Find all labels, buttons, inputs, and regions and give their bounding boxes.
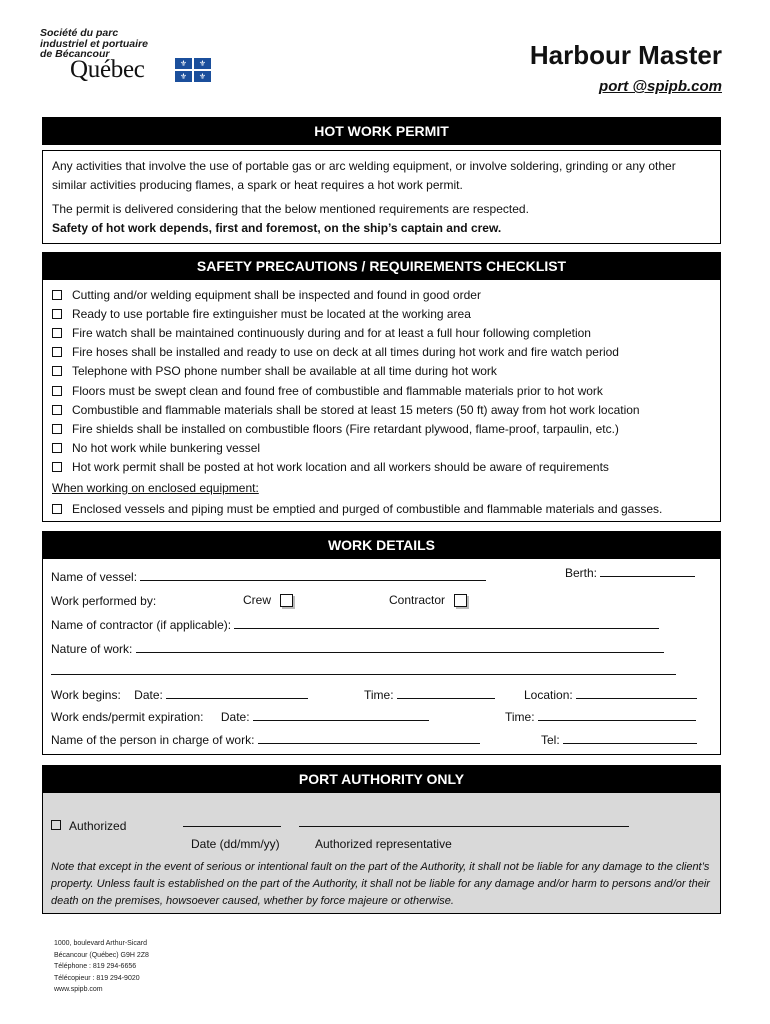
- checklist-item[interactable]: Fire shields shall be installed on combustible floors (Fire retardant plywood, flame-proof, tarpaulin, etc.): [52, 419, 711, 438]
- person-row: [51, 732, 480, 747]
- begins-date-field[interactable]: [166, 687, 308, 699]
- footer-line-1: 1000, boulevard Arthur-Sicard: [54, 940, 147, 947]
- ends-time-label: Time:: [505, 710, 535, 724]
- berth-row: [565, 565, 695, 580]
- permit-paragraph-3: Safety of hot work depends, first and foremost, on the ship’s captain and crew.: [52, 221, 502, 235]
- authorized-rep-field[interactable]: [299, 815, 629, 830]
- ends-time-field[interactable]: [538, 709, 696, 721]
- checklist-item[interactable]: Hot work permit shall be posted at hot work location and all workers should be aware of requirements: [52, 458, 711, 477]
- contractor-checkbox[interactable]: [454, 594, 467, 607]
- work-details-heading: WORK DETAILS: [42, 531, 721, 559]
- begins-date-label: Date:: [134, 688, 163, 702]
- checkbox-icon[interactable]: [52, 290, 62, 300]
- vessel-label: Name of vessel:: [51, 570, 138, 584]
- footer-line-4: Télécopieur : 819 294-9020: [54, 974, 140, 982]
- checkbox-icon[interactable]: [52, 405, 62, 415]
- checkbox-icon[interactable]: [52, 328, 62, 338]
- checklist-item[interactable]: Fire hoses shall be installed and ready to use on deck at all times during hot work and fire watch period: [52, 343, 711, 362]
- permit-intro-box: [42, 150, 721, 244]
- contractor-option[interactable]: [389, 593, 467, 607]
- contractor-name-field[interactable]: [234, 617, 659, 629]
- fleur-de-lis-icon: ⚜ ⚜ ⚜ ⚜: [175, 58, 211, 82]
- crew-label: Crew: [243, 593, 272, 607]
- permit-paragraph-1: Any activities that involve the use of portable gas or arc welding equipment, or involve soldering, grinding or any other similar activities producing flames, a spark or heat requires a hot work permit.: [52, 159, 676, 192]
- checklist-item[interactable]: No hot work while bunkering vessel: [52, 439, 711, 458]
- person-label: Name of the person in charge of work:: [51, 733, 255, 747]
- tel-row: [541, 732, 697, 747]
- logo: [40, 28, 230, 86]
- checkbox-icon[interactable]: [52, 347, 62, 357]
- org-name-line-1: Société du parc: [40, 27, 119, 39]
- work-ends-label: Work ends/permit expiration:: [51, 710, 204, 724]
- enclosed-equipment-heading: When working on enclosed equipment:: [52, 480, 259, 495]
- nature-field-2[interactable]: [51, 663, 676, 675]
- vessel-field[interactable]: [140, 569, 486, 581]
- harbour-master-title: Harbour Master: [529, 40, 722, 70]
- port-authority-heading: PORT AUTHORITY ONLY: [42, 765, 721, 793]
- checkbox-icon[interactable]: [51, 820, 61, 830]
- footer-address: [54, 938, 149, 996]
- work-details-box: [42, 559, 721, 755]
- contractor-name-label: Name of contractor (if applicable):: [51, 618, 232, 632]
- location-row: [524, 687, 697, 702]
- berth-label: Berth:: [565, 566, 598, 580]
- date-caption: Date (dd/mm/yy): [191, 837, 280, 851]
- checkbox-icon[interactable]: [52, 386, 62, 396]
- begins-time-field[interactable]: [397, 687, 495, 699]
- checklist-item[interactable]: Fire watch shall be maintained continuously during and for at least a full hour following completion: [52, 323, 711, 342]
- checklist-items: [52, 285, 711, 477]
- checkbox-icon[interactable]: [52, 309, 62, 319]
- footer-line-2: Bécancour (Québec) G9H 2Z8: [54, 951, 149, 959]
- authorized-label: Authorized: [69, 819, 127, 833]
- checklist-item[interactable]: Ready to use portable fire extinguisher must be located at the working area: [52, 304, 711, 323]
- work-begins-row: [51, 687, 308, 702]
- nature-label: Nature of work:: [51, 642, 133, 656]
- location-field[interactable]: [576, 687, 697, 699]
- contractor-name-row: [51, 617, 659, 632]
- checkbox-icon[interactable]: [52, 424, 62, 434]
- location-label: Location:: [524, 688, 573, 702]
- org-name-line-2: industriel et portuaire: [40, 37, 148, 50]
- checklist-item-enclosed[interactable]: Enclosed vessels and piping must be emptied and purged of combustible and flammable materials and gasses.: [52, 500, 711, 519]
- checkbox-icon[interactable]: [52, 366, 62, 376]
- hot-work-permit-heading: HOT WORK PERMIT: [42, 117, 721, 145]
- checklist-heading: SAFETY PRECAUTIONS / REQUIREMENTS CHECKLIST: [42, 252, 721, 280]
- port-authority-box: [42, 793, 721, 914]
- authorized-date-field[interactable]: [183, 815, 281, 830]
- ends-date-field[interactable]: [253, 709, 429, 721]
- checkbox-icon[interactable]: [52, 462, 62, 472]
- footer-website[interactable]: www.spipb.com: [54, 986, 103, 993]
- nature-row-2: [51, 663, 676, 678]
- checklist-item[interactable]: Combustible and flammable materials shall be stored at least 15 meters (50 ft) away from hot work location: [52, 400, 711, 419]
- tel-label: Tel:: [541, 733, 560, 747]
- quebec-wordmark: Québec: [70, 56, 145, 83]
- checklist-item[interactable]: Floors must be swept clean and found free of combustible and flammable materials prior to hot work: [52, 381, 711, 400]
- ends-date-label: Date:: [220, 710, 250, 724]
- liability-note: Note that except in the event of serious or intentional fault on the part of the Authority, it shall not be liable for any damage to the client’s property. Unless fault is established on the part of the Authority, it shall not be liable for any damage and/or harm to persons and/or their death on the premises, howsoever caused, whether by force majeure or otherwise.: [51, 861, 710, 908]
- org-name-line-3: de Bécancour: [40, 48, 110, 60]
- nature-field[interactable]: [136, 641, 664, 653]
- checklist-box: [42, 280, 721, 522]
- checklist-item[interactable]: Telephone with PSO phone number shall be available at all time during hot work: [52, 362, 711, 381]
- ends-time-row: [505, 709, 696, 724]
- contractor-label: Contractor: [389, 593, 446, 607]
- checkbox-icon[interactable]: [52, 443, 62, 453]
- vessel-row: [51, 569, 486, 584]
- representative-caption: Authorized representative: [315, 837, 452, 851]
- begins-time-label: Time:: [364, 688, 394, 702]
- harbour-master-email[interactable]: port @spipb.com: [599, 78, 722, 95]
- person-field[interactable]: [258, 732, 480, 744]
- work-performed-label: Work performed by:: [51, 594, 157, 608]
- nature-row: [51, 641, 664, 656]
- crew-checkbox[interactable]: [280, 594, 293, 607]
- berth-field[interactable]: [600, 565, 695, 577]
- checkbox-icon[interactable]: [52, 504, 62, 514]
- work-begins-label: Work begins:: [51, 688, 121, 702]
- checklist-item[interactable]: Cutting and/or welding equipment shall be inspected and found in good order: [52, 285, 711, 304]
- begins-time-row: [364, 687, 495, 702]
- authorized-option[interactable]: [51, 819, 126, 833]
- tel-field[interactable]: [563, 732, 697, 744]
- permit-paragraph-2: The permit is delivered considering that the below mentioned requirements are respected.: [52, 202, 529, 216]
- work-ends-row: [51, 709, 429, 724]
- crew-option[interactable]: [243, 593, 293, 607]
- footer-line-3: Téléphone : 819 294-6656: [54, 963, 137, 970]
